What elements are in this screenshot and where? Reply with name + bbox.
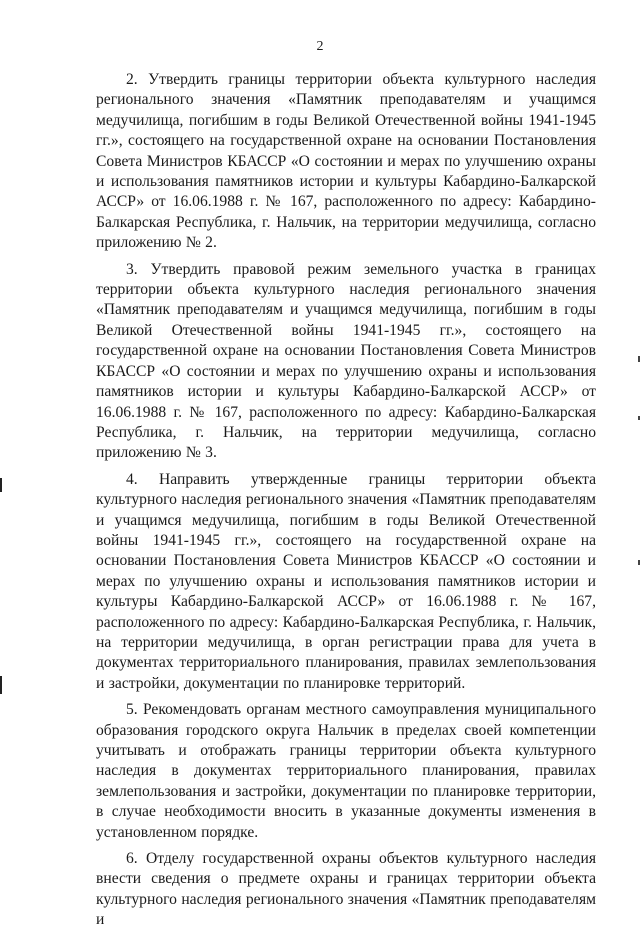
paragraph-6: 6. Отделу государственной охраны объектов культурного наследия внести сведения о предмете охраны и границах территории объекта культурного наследия регионального значения «Памятник преподавателям и <box>96 850 596 929</box>
paragraph-4: 4. Направить утвержденные границы территории объекта культурного наследия регионального значения «Памятник преподавателям и учащимся медучилища, погибшим в годы Великой Отечественной войны 1941-1945 гг.», состоящего на государственной охране на основании Постановления Совета Министров КБАССР «О состоянии и мерах по улучшению охраны и использования памятников истории и культуры Кабардино-Балкарской АССР» от 16.06.1988 г. № 167, расположенного по адресу: Кабардино-Балкарская Республика, г. Нальчик, на территории медучилища, в орган регистрации права для учета в документах территориального планирования, правилах землепользования и застройки, документации по планировке территорий. <box>96 470 596 692</box>
document-body <box>96 70 596 937</box>
scan-edge-mark <box>0 676 2 694</box>
paragraph-5: 5. Рекомендовать органам местного самоуправления муниципального образования городского округа Нальчик в пределах своей компетенции учитывать и отображать границы территории объекта культурного наследия в документах территориального планирования, правилах землепользования и застройки, документации по планировке территории, в случае необходимости вносить в указанные документы изменения в установленном порядке. <box>96 701 596 841</box>
paragraph-3: 3. Утвердить правовой режим земельного участка в границах территории объекта культурного наследия регионального значения «Памятник преподавателям и учащимся медучилища, погибшим в годы Великой Отечественной войны 1941-1945 гг.», состоящего на государственной охране на основании Постановления Совета Министров КБАССР «О состоянии и мерах по улучшению охраны и использования памятников истории и культуры Кабардино-Балкарской АССР» от 16.06.1988 г. № 167, расположенного по адресу: Кабардино-Балкарская Республика, г. Нальчик, на территории медучилища, согласно приложению № 3. <box>96 260 596 462</box>
page-number: 2 <box>316 39 324 54</box>
scan-edge-mark <box>0 478 2 492</box>
paragraph-2: 2. Утвердить границы территории объекта культурного наследия регионального значения «Памятник преподавателям и учащимся медучилища, погибшим в годы Великой Отечественной войны 1941-1945 гг.», состоящего на государственной охране на основании Постановления Совета Министров КБАССР «О состоянии и мерах по улучшению охраны и использования памятников истории и культуры Кабардино-Балкарской АССР» от 16.06.1988 г. № 167, расположенного по адресу: Кабардино-Балкарская Республика, г. Нальчик, на территории медучилища, согласно приложению № 2. <box>96 71 596 252</box>
